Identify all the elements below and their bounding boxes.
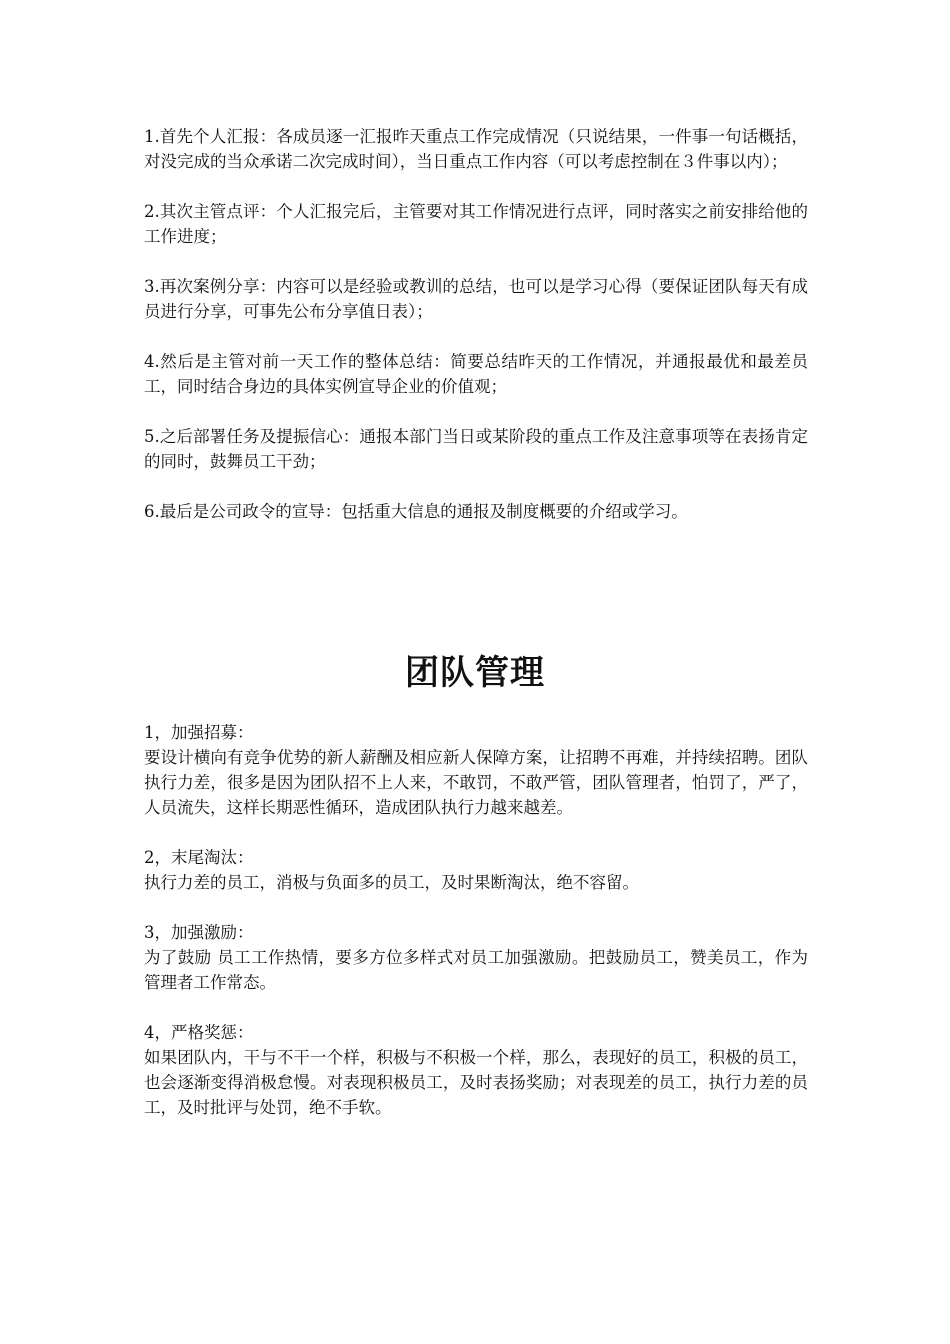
section-rewards-penalties [144, 1020, 808, 1120]
section-incentive [144, 920, 808, 995]
section-heading: 1，加强招募： [144, 723, 254, 742]
step-3: 3.再次案例分享：内容可以是经验或教训的总结，也可以是学习心得（要保证团队每天有成员进行分享，可事先公布分享值日表）； [144, 277, 808, 321]
team-management-sections [144, 720, 808, 1145]
section-heading: 4，严格奖惩： [144, 1023, 254, 1042]
section-heading: 2，末尾淘汰： [144, 848, 254, 867]
section-elimination [144, 845, 808, 895]
section-heading: 3，加强激励： [144, 923, 254, 942]
step-6: 6.最后是公司政令的宣导：包括重大信息的通报及制度概要的介绍或学习。 [144, 502, 688, 521]
meeting-steps [144, 124, 808, 549]
step-1: 1.首先个人汇报：各成员逐一汇报昨天重点工作完成情况（只说结果，一件事一句话概括，对没完成的当众承诺二次完成时间），当日重点工作内容（可以考虑控制在３件事以内）； [144, 127, 808, 171]
section-body: 为了鼓励 员工工作热情，要多方位多样式对员工加强激励。把鼓励员工，赞美员工，作为管理者工作常态。 [144, 948, 808, 992]
section-body: 要设计横向有竞争优势的新人薪酬及相应新人保障方案，让招聘不再难，并持续招聘。团队执行力差，很多是因为团队招不上人来，不敢罚，不敢严管，团队管理者，怕罚了，严了，人员流失，这样长期恶性循环，造成团队执行力越来越差。 [144, 748, 808, 817]
section-title: 团队管理 [405, 653, 545, 693]
section-recruitment [144, 720, 808, 820]
step-2: 2.其次主管点评：个人汇报完后，主管要对其工作情况进行点评，同时落实之前安排给他的工作进度； [144, 202, 808, 246]
step-4: 4.然后是主管对前一天工作的整体总结：简要总结昨天的工作情况，并通报最优和最差员工，同时结合身边的具体实例宣导企业的价值观； [144, 352, 808, 396]
step-5: 5.之后部署任务及提振信心：通报本部门当日或某阶段的重点工作及注意事项等在表扬肯定的同时，鼓舞员工干劲； [144, 427, 808, 471]
section-body: 执行力差的员工，消极与负面多的员工，及时果断淘汰，绝不容留。 [144, 873, 639, 892]
section-body: 如果团队内，干与不干一个样，积极与不积极一个样，那么，表现好的员工，积极的员工，也会逐渐变得消极怠慢。对表现积极员工，及时表扬奖励；对表现差的员工，执行力差的员工，及时批评与处罚，绝不手软。 [144, 1048, 808, 1117]
